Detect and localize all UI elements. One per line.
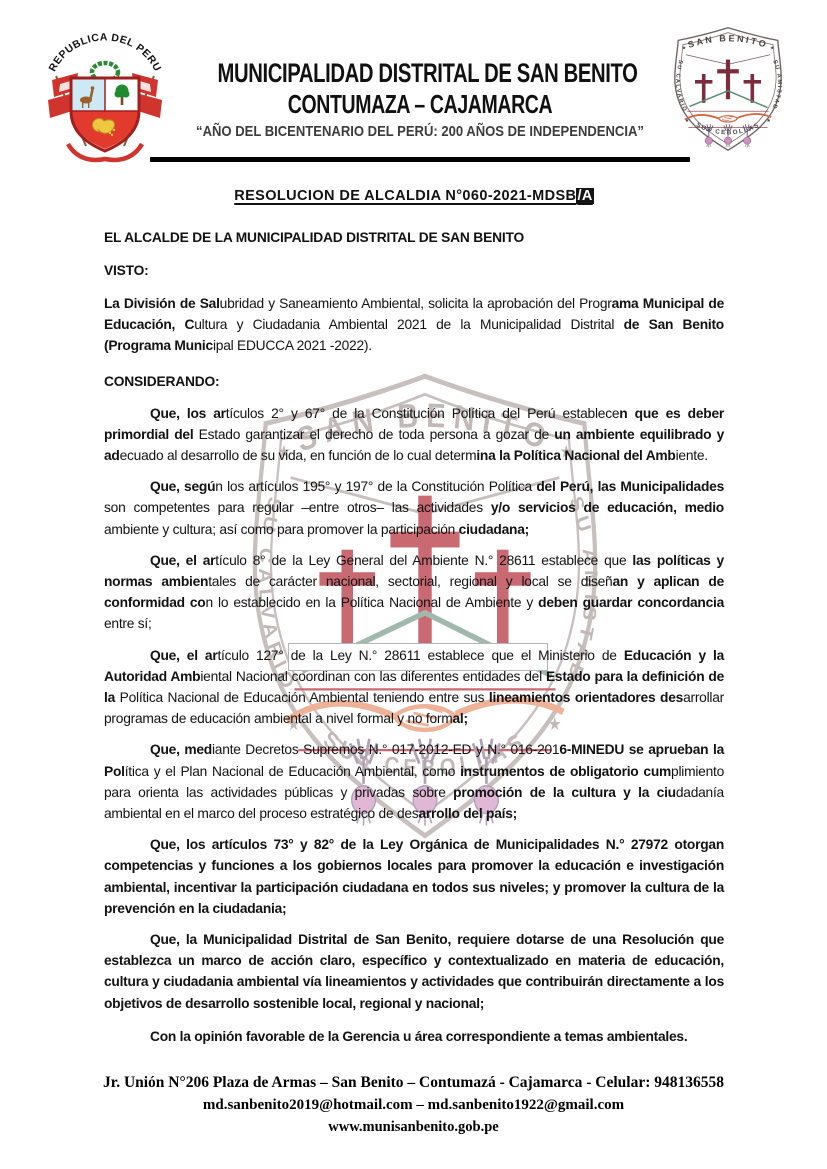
considerando-paragraph: Que, la Municipalidad Distrital de San Benito, requiere dotarse de una Resolución que establezca un marco de acción claro, específico y contextualizado en materia de educación, cultura y ciudadania ambiental vía lineamientos y actividades que contribuirán directamente a los objetivos de desarrollo sostenible local, regional y nacional; — [104, 932, 724, 1011]
considerando-paragraph: Que, el artículo 127° de la Ley N.° 28611 establece que el Ministerio de Educación y la Autoridad Ambiental Nacional coordinan con las diferentes entidades del Estado para la definición de la Política Nacional de Educación Ambiental teniendo entre sus lineamientos orientadores desarrollar programas de educación ambiental a nivel formal y no formal; — [104, 647, 725, 727]
section-label-visto: VISTO: — [104, 263, 149, 278]
addressee-line: EL ALCALDE DE LA MUNICIPALIDAD DISTRITAL DE SAN BENITO — [104, 230, 524, 245]
page-footer — [0, 1072, 827, 1138]
considerando-paragraph: Que, los artículos 73° y 82° de la Ley Orgánica de Municipalidades N.° 27972 otorgan competencias y funciones a los gobiernos locales para promover la educación e investigación ambiental, incentivar la participación ciudadana en todos sus niveles; y promover la cultura de la prevención en la ciudadania; — [104, 837, 724, 916]
considerando-paragraph: Que, según los artículos 195° y 197° de la Constitución Política del Perú, las Municipalidades son competentes para regular –entre otros– las actividades y/o servicios de educación, medio ambiente y cultura; así como para promover la participación ciudadana; — [104, 479, 725, 537]
municipality-title-line1: MUNICIPALIDAD DISTRITAL DE SAN BENITO — [217, 58, 638, 88]
municipality-title-line2: CONTUMAZA – CAJAMARCA — [287, 89, 553, 119]
section-label-considerando: CONSIDERANDO: — [104, 373, 220, 389]
footer-address: Jr. Unión N°206 Plaza de Armas – San Benito – Contumazá - Cajamarca - Celular: 948136558 — [102, 1074, 724, 1091]
resolution-title-suffix: /A — [577, 188, 593, 204]
document-body — [104, 180, 724, 1047]
san-benito-seal-logo — [668, 22, 788, 156]
header-titles — [150, 58, 690, 140]
closing-paragraph: Con la opinión favorable de la Gerencia u área correspondiente a temas ambientales. — [150, 1028, 688, 1044]
bicentenary-motto: “AÑO DEL BICENTENARIO DEL PERÚ: 200 AÑOS DE INDEPENDENCIA” — [196, 123, 644, 140]
considerando-paragraph: Que, mediante Decretos Supremos N.° 017-2012-ED y N.° 016-2016-MINEDU se aprueban la Política y el Plan Nacional de Educación Ambiental, como instrumentos de obligatorio cumplimiento para orienta las actividades públicas y privadas sobre promoción de la cultura y la ciudadanía ambiental en el marco del proceso estratégico de desarrollo del país; — [104, 742, 724, 822]
resolution-title — [104, 188, 724, 204]
resolution-title-main: RESOLUCION DE ALCALDIA N°060-2021-MDSB — [234, 188, 577, 204]
footer-emails: md.sanbenito2019@hotmail.com – md.sanbenito1922@gmail.com — [202, 1097, 625, 1113]
header-divider-rule — [150, 157, 690, 162]
considerando-paragraph: Que, el artículo 8° de la Ley General del Ambiente N.° 28611 establece que las políticas y normas ambientales de carácter nacional, sectorial, regional y local se diseñan y aplican de conformidad con lo establecido en la Política Nacional de Ambiente y deben guardar concordancia entre sí; — [104, 552, 725, 632]
considerando-paragraph: Que, los artículos 2° y 67° de la Constitución Política del Perú establecen que es deber primordial del Estado garantizar el derecho de toda persona a gozar de un ambiente equilibrado y adecuado al desarrollo de su vida, en función de lo cual determina la Política Nacional del Ambiente. — [104, 405, 724, 464]
footer-website: www.munisanbenito.gob.pe — [328, 1119, 499, 1135]
visto-paragraph: La División de Salubridad y Saneamiento Ambiental, solicita la aprobación del Programa Municipal de Educación, Cultura y Ciudadania Ambiental 2021 de la Municipalidad Distrital de San Benito (Programa Municipal EDUCCA 2021 -2022). — [104, 296, 724, 354]
